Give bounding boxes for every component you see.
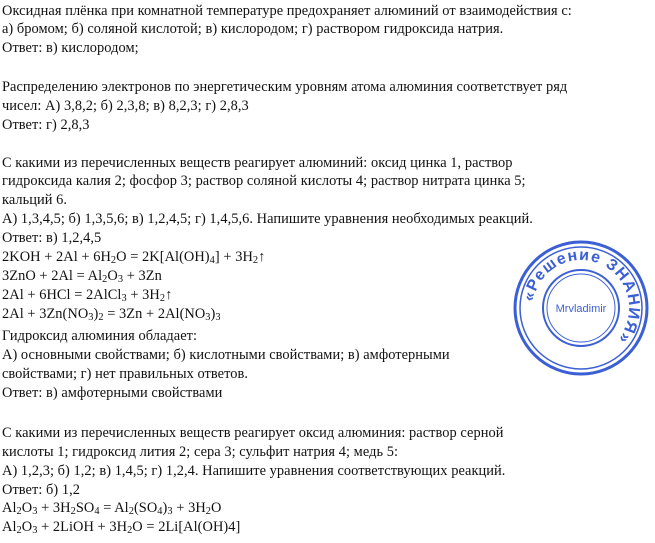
equation-line: $Al_2O_3$ + 2LiOH + $3H_2O = 2Li[Al(OH)4]$ [2,519,241,536]
text-line: а) бромом; б) соляной кислотой; в) кислородом; г) раствором гидроксида натрия. [2,21,504,37]
text-line: А) 1,3,4,5; б) 1,3,5,6; в) 1,2,4,5; г) 1,4,5,6. Напишите уравнения необходимых реакций. [2,211,533,227]
text-line: Гидроксид алюминия обладает: [2,328,198,344]
text-line: Ответ: в) 1,2,4,5 [2,230,102,246]
text-line: кислоты 1; гидроксид лития 2; сера 3; сульфит натрия 4; медь 5: [2,444,399,460]
text-line: Распределению электронов по энергетическим уровням атома алюминия соответствует ряд [2,79,568,95]
text-line: свойствами; г) нет правильных ответов. [2,366,248,382]
equation-line: $Al_2O_3 + 3H_2SO_4 = Al_2(SO_4)_3 + 3H_2O$ [2,500,222,517]
text-line: С какими из перечисленных веществ реагирует оксид алюминия: раствор серной [2,425,504,441]
svg-text:Mrvladimir: Mrvladimir [555,303,607,315]
stamp-seal [511,238,651,378]
equation-line: 2Al + 6HCl = 2AlCl$_3$ + $3H_2↑$ [2,287,173,304]
equation-line: $3ZnO + 2Al = Al_2O_3 + 3Zn$ [2,268,162,285]
text-line: кальций 6. [2,192,68,208]
text-line: гидроксида калия 2; фосфор 3; раствор соляной кислоты 4; раствор нитрата цинка 5; [2,173,526,189]
text-line: Ответ: б) 1,2 [2,482,81,498]
text-line: Ответ: г) 2,8,3 [2,117,90,133]
text-line: чисел: А) 3,8,2; б) 2,3,8; в) 8,2,3; г) 2,8,3 [2,98,249,114]
equation-line: $2Al + 3Zn(NO_3)_2 = 3Zn + 2Al(NO_3)_3$ [2,306,221,323]
equation-line: $2KOH + 2Al + 6H_2O = 2K[Al(OH)_4]$ + $3H_2↑$ [2,249,266,266]
svg-text:«Решение ЗНАНИЯ»: «Решение ЗНАНИЯ» [520,246,643,348]
text-line: Оксидная плёнка при комнатной температуре предохраняет алюминий от взаимодействия с: [2,3,572,19]
text-line: Ответ: в) амфотерными свойствами [2,385,223,401]
text-line: А) 1,2,3; б) 1,2; в) 1,4,5; г) 1,2,4. Напишите уравнения соответствующих реакций. [2,463,506,479]
text-line: А) основными свойствами; б) кислотными свойствами; в) амфотерными [2,347,450,363]
text-line: Ответ: в) кислородом; [2,40,139,56]
text-line: С какими из перечисленных веществ реагирует алюминий: оксид цинка 1, раствор [2,155,513,171]
